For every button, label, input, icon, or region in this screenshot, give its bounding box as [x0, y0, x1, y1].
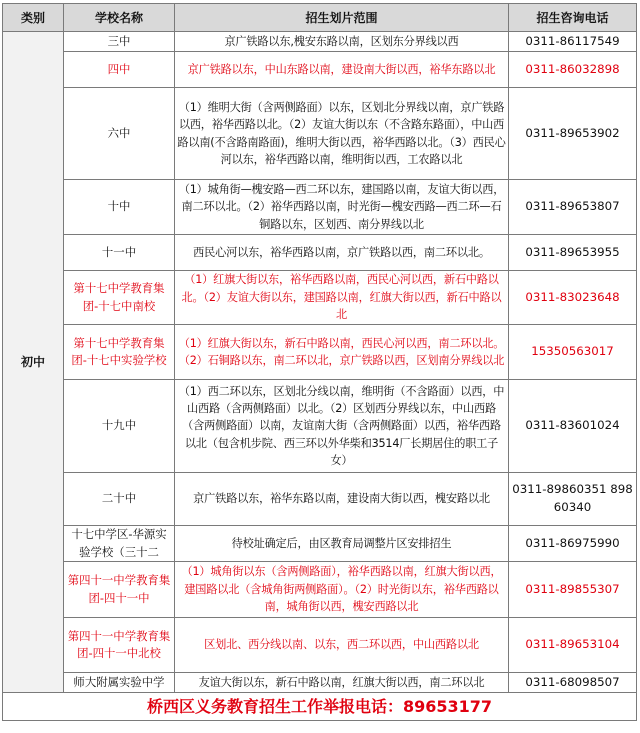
table-row — [3, 52, 637, 88]
footer-row — [3, 693, 637, 721]
enrollment-range: （1）红旗大街以东，新石中路以南，西民心河以西，南二环以北。（2）石铜路以东，南二环以北，京广铁路以西，区划南分界线以北 — [175, 325, 509, 380]
enrollment-range: 京广铁路以东,槐安东路以南，区划东分界线以西 — [175, 32, 509, 52]
phone-number: 0311-83601024 — [509, 380, 637, 473]
school-name: 四中 — [64, 52, 175, 88]
table-row — [3, 673, 637, 693]
school-name: 十九中 — [64, 380, 175, 473]
table-row — [3, 235, 637, 271]
enrollment-range: （1）城角街—槐安路—西二环以东，建国路以南，友谊大街以西，南二环以北。（2）裕华西路以南，时光街—槐安西路—西二环—石铜路以东，区划西、南分界线以北 — [175, 180, 509, 235]
table-row — [3, 88, 637, 180]
phone-number: 0311-83023648 — [509, 271, 637, 325]
phone-number: 0311-89653104 — [509, 618, 637, 673]
enrollment-range: （1）西二环以东，区划北分线以南，维明街（不含路面）以西，中山西路（含两侧路面）以北。（2）区划西分界线以东，中山西路（含两侧路面）以南，友谊南大街（含两侧路面）以西，裕华西路以北（包含机步院、西三环以外华柴和3514厂长期居住的职工子女） — [175, 380, 509, 473]
school-name: 第四十一中学教育集团-四十一中 — [64, 562, 175, 618]
header-school: 学校名称 — [64, 4, 175, 32]
phone-number: 0311-89653955 — [509, 235, 637, 271]
school-name: 十一中 — [64, 235, 175, 271]
enrollment-range: 西民心河以东，裕华西路以南，京广铁路以西，南二环以北。 — [175, 235, 509, 271]
phone-number: 0311-89653807 — [509, 180, 637, 235]
enrollment-range: （1）维明大街（含两侧路面）以东，区划北分界线以南，京广铁路以西，裕华西路以北。（2）友谊大街以东（不含路东路面），中山西路以南(不含路南路面)，维明大街以西，裕华西路以北。（3）西民心河以东，裕华西路以南，维明街以西，工农路以北 — [175, 88, 509, 180]
table-body — [3, 32, 637, 721]
school-name: 第十七中学教育集团-十七中南校 — [64, 271, 175, 325]
enrollment-table — [2, 3, 637, 721]
school-name: 师大附属实验中学 — [64, 673, 175, 693]
enrollment-range: 友谊大街以东，新石中路以南，红旗大街以西，南二环以北 — [175, 673, 509, 693]
table-row — [3, 562, 637, 618]
report-hotline: 桥西区义务教育招生工作举报电话：89653177 — [3, 693, 637, 721]
header-category: 类别 — [3, 4, 64, 32]
table-row — [3, 32, 637, 52]
phone-number: 0311-89855307 — [509, 562, 637, 618]
school-name: 第十七中学教育集团-十七中实验学校 — [64, 325, 175, 380]
table-row — [3, 526, 637, 562]
phone-number: 0311-89860351 89860340 — [509, 473, 637, 526]
table-row — [3, 180, 637, 235]
school-name: 十七中学区-华源实验学校（三十二 — [64, 526, 175, 562]
phone-number: 0311-89653902 — [509, 88, 637, 180]
school-name: 六中 — [64, 88, 175, 180]
phone-number: 0311-86032898 — [509, 52, 637, 88]
phone-number: 0311-86117549 — [509, 32, 637, 52]
school-name: 十中 — [64, 180, 175, 235]
table-header-row — [3, 4, 637, 32]
table-row — [3, 618, 637, 673]
table-row — [3, 380, 637, 473]
table-row — [3, 271, 637, 325]
enrollment-range: （1）城角街以东（含两侧路面），裕华西路以南，红旗大街以西，建国路以北（含城角街两侧路面）。（2）时光街以东，裕华西路以南，城角街以西，槐安西路以北 — [175, 562, 509, 618]
enrollment-range: 京广铁路以东，裕华东路以南，建设南大街以西，槐安路以北 — [175, 473, 509, 526]
school-name: 第四十一中学教育集团-四十一中北校 — [64, 618, 175, 673]
phone-number: 0311-68098507 — [509, 673, 637, 693]
table-row — [3, 325, 637, 380]
enrollment-table-container — [2, 3, 636, 721]
phone-number: 0311-86975990 — [509, 526, 637, 562]
enrollment-range: （1）红旗大街以东，裕华西路以南，西民心河以西，新石中路以北。（2）友谊大街以东，建国路以南，红旗大街以西，新石中路以北 — [175, 271, 509, 325]
school-name: 二十中 — [64, 473, 175, 526]
phone-number: 15350563017 — [509, 325, 637, 380]
header-phone: 招生咨询电话 — [509, 4, 637, 32]
enrollment-range: 京广铁路以东，中山东路以南，建设南大街以西，裕华东路以北 — [175, 52, 509, 88]
enrollment-range: 待校址确定后，由区教育局调整片区安排招生 — [175, 526, 509, 562]
enrollment-range: 区划北、西分线以南、以东，西二环以西，中山西路以北 — [175, 618, 509, 673]
table-row — [3, 473, 637, 526]
category-cell: 初中 — [3, 32, 64, 693]
school-name: 三中 — [64, 32, 175, 52]
header-range: 招生划片范围 — [175, 4, 509, 32]
